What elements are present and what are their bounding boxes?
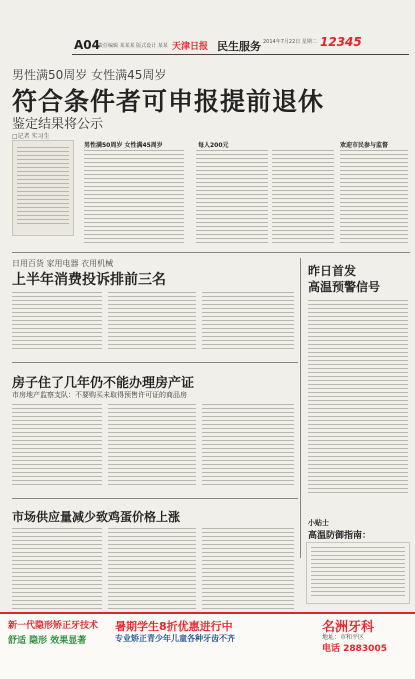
lead-column-title: 男性满50周岁 女性满45周岁 — [84, 142, 163, 149]
tips-box — [306, 542, 410, 604]
lead-headline: 符合条件者可申报提前退休 — [12, 87, 325, 116]
lead-intro-box — [12, 140, 74, 236]
weather-title-2: 高温预警信号 — [308, 280, 381, 294]
tips-title-2: 高温防御指南： — [308, 531, 372, 541]
issue-date: 2014年7月22日 星期二 — [263, 39, 317, 45]
ad2-line1: 暑期学生8折优惠进行中 — [115, 620, 233, 633]
ad3-brand: 名洲牙科 — [322, 620, 375, 635]
paper-logo: 天津日报 — [172, 42, 209, 52]
ad3-address: 地址：市和平区 — [322, 634, 365, 641]
ad2-line2: 专业矫正青少年儿童各种牙齿不齐 — [115, 634, 235, 643]
ad1-line1: 新一代隐形矫正牙技术 — [8, 621, 99, 631]
lead-column-title: 欢迎市民参与监督 — [340, 142, 389, 149]
masthead — [0, 0, 415, 60]
lead-subhead: 鉴定结果将公示 — [12, 117, 104, 132]
masthead-meta: 责任编辑 某某某 版式设计 某某 — [98, 43, 168, 49]
hotline-number: 12345 — [320, 35, 362, 49]
lead-byline: □记者 实习生 — [12, 133, 50, 140]
ad3-phone: 电话 2883005 — [322, 644, 387, 654]
ad-banner — [0, 612, 415, 679]
housing-title: 房子住了几年仍不能办理房产证 — [12, 376, 195, 391]
page-number: A04 — [74, 38, 100, 52]
market-title: 市场供应量减少致鸡蛋价格上涨 — [12, 510, 181, 524]
consumer-kicker: 日用百货 家用电器 衣用机械 — [12, 259, 114, 268]
tips-title-1: 小贴士 — [308, 519, 329, 527]
lead-kicker: 男性满50周岁 女性满45周岁 — [12, 68, 167, 82]
lead-body — [78, 140, 410, 250]
weather-title-1: 昨日首发 — [308, 264, 357, 278]
consumer-title: 上半年消费投诉排前三名 — [12, 272, 166, 288]
ad1-line2: 舒适 隐形 效果显著 — [8, 636, 87, 646]
section-title: 民生服务 — [217, 40, 261, 53]
lead-column-title: 每人200元 — [198, 142, 229, 149]
housing-subtitle: 市房地产监察支队：不要购买未取得预售许可证的商品房 — [12, 391, 187, 399]
